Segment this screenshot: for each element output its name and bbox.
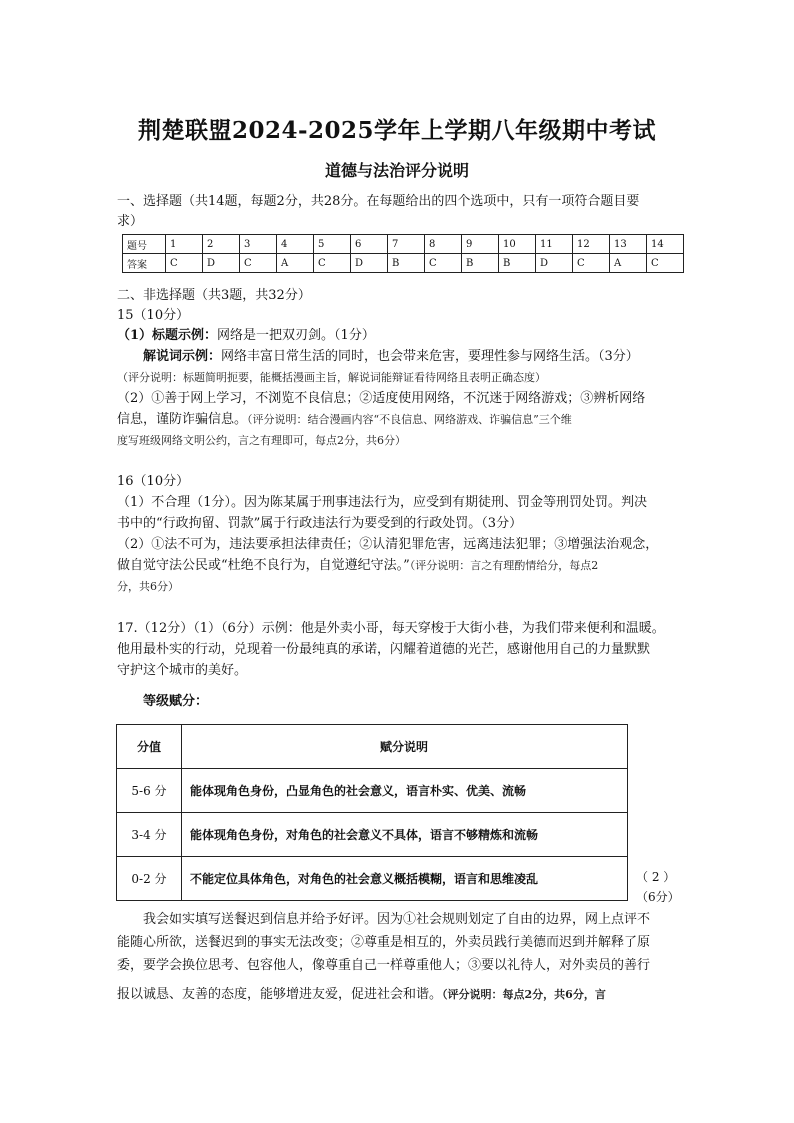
answer-cell: C <box>647 254 684 273</box>
answer-cell: C <box>240 254 277 273</box>
answer-cell: C <box>166 254 203 273</box>
answer-cell: B <box>462 254 499 273</box>
grading-table-row <box>117 857 628 901</box>
answer-cell: C <box>573 254 610 273</box>
q15-part1-text: 网络是一把双刃剑。（1分） <box>217 328 375 343</box>
grading-desc: 能体现角色身份，凸显角色的社会意义，语言朴实、优美、流畅 <box>182 769 628 813</box>
q15-part2-text: 信息，谨防诈骗信息。 <box>117 412 248 427</box>
grading-score: 0-2 分 <box>117 857 182 901</box>
q15-caption-text: 网络丰富日常生活的同时，也会带来危害，要理性参与网络生活。（3分） <box>221 349 639 364</box>
q15-heading: 15（10分） <box>117 308 190 323</box>
row-label-question: 题号 <box>123 235 166 254</box>
q17-part2-text: 报以诚恳、友善的态度，能够增进友爱，促进社会和谐。 <box>117 987 443 1002</box>
q15-part2-line3: 度写班级网络文明公约，言之有理即可，每点2分，共6分） <box>117 434 406 447</box>
answer-cell: B <box>388 254 425 273</box>
q16-part2-note: （评分说明：言之有理酌情给分，每点2 <box>409 559 599 572</box>
grading-score: 5-6 分 <box>117 769 182 813</box>
q15-part2-line1: （2）①善于网上学习，不浏览不良信息；②适度使用网络，不沉迷于网络游戏；③辨析网络 <box>117 391 646 406</box>
question-number: 11 <box>536 235 573 254</box>
grading-label: 等级赋分： <box>143 694 209 709</box>
section1-heading: 一、选择题（共14题，每题2分，共28分。在每题给出的四个选项中，只有一项符合题目要 <box>117 194 640 209</box>
question-number: 7 <box>388 235 425 254</box>
question-number: 9 <box>462 235 499 254</box>
q17-part2-line2: 能随心所欲，送餐迟到的事实无法改变；②尊重是相互的，外卖员践行美德而迟到并解释了原 <box>117 935 651 950</box>
question-number: 13 <box>610 235 647 254</box>
q15-caption-note: （评分说明：标题简明扼要，能概括漫画主旨，解说词能辩证看待网络且表明正确态度） <box>117 371 546 384</box>
answer-table <box>122 234 684 273</box>
q16-part2-line2 <box>117 556 687 576</box>
q17-part2-points: （6分） <box>636 890 680 904</box>
q16-part2-text: 做自觉守法公民或“杜绝不良行为，自觉遵纪守法。” <box>117 558 410 573</box>
q15-part1-label: （1）标题示例： <box>117 328 218 343</box>
answer-cell: C <box>314 254 351 273</box>
page-title: 荆楚联盟2024-2025学年上学期八年级期中考试 <box>137 117 657 144</box>
q17-line1: 17.（12分）（1）（6分）示例：他是外卖小哥，每天穿梭于大街小巷，为我们带来便利和温暖。 <box>117 621 665 636</box>
question-number: 8 <box>425 235 462 254</box>
section2-heading: 二、非选择题（共3题，共32分） <box>117 288 311 303</box>
q15-part2-note: （评分说明：结合漫画内容“不良信息、网络游戏、诈骗信息”三个维 <box>247 413 572 426</box>
grading-desc: 不能定位具体角色，对角色的社会意义概括模糊，语言和思维凌乱 <box>182 857 628 901</box>
question-number: 3 <box>240 235 277 254</box>
q17-part2-number: （ 2 ） <box>636 870 676 884</box>
answer-cell: D <box>536 254 573 273</box>
q15-part2-line2 <box>117 410 687 430</box>
grading-table-row <box>117 813 628 857</box>
q17-part2-note: （评分说明：每点2分，共6分，言 <box>442 988 606 1001</box>
answer-table-number-row <box>123 235 684 254</box>
grading-desc: 能体现角色身份，对角色的社会意义不具体，语言不够精炼和流畅 <box>182 813 628 857</box>
answer-cell: C <box>425 254 462 273</box>
answer-cell: A <box>277 254 314 273</box>
question-number: 12 <box>573 235 610 254</box>
answer-cell: D <box>203 254 240 273</box>
question-number: 5 <box>314 235 351 254</box>
question-number: 10 <box>499 235 536 254</box>
grading-header-score: 分值 <box>117 725 182 769</box>
q16-heading: 16（10分） <box>117 474 190 489</box>
question-number: 14 <box>647 235 684 254</box>
question-number: 6 <box>351 235 388 254</box>
q16-part1-line1: （1）不合理（1分）。因为陈某属于刑事违法行为，应受到有期徒刑、罚金等刑罚处罚。判决 <box>117 495 648 510</box>
q16-part2-line3: 分，共6分） <box>117 580 179 593</box>
grading-table <box>116 724 628 901</box>
grading-score: 3-4 分 <box>117 813 182 857</box>
section1-heading-cont: 求） <box>117 214 144 229</box>
q17-part2-line1: 我会如实填写送餐迟到信息并给予好评。因为①社会规则划定了自由的边界，网上点评不 <box>143 912 651 927</box>
answer-cell: A <box>610 254 647 273</box>
q17-line2: 他用最朴实的行动，兑现着一份最纯真的承诺，闪耀着道德的光芒，感谢他用自己的力量默默 <box>117 642 651 657</box>
q17-part2-line4 <box>117 985 687 1005</box>
grading-table-header <box>117 725 628 769</box>
row-label-answer: 答案 <box>123 254 166 273</box>
q16-part2-line1: （2）①法不可为，违法要承担法律责任；②认清犯罪危害，远离违法犯罪；③增强法治观念， <box>117 537 659 552</box>
answer-cell: D <box>351 254 388 273</box>
q17-line3: 守护这个城市的美好。 <box>117 663 248 678</box>
grading-table-row <box>117 769 628 813</box>
answer-table-answer-row <box>123 254 684 273</box>
answer-cell: B <box>499 254 536 273</box>
question-number: 1 <box>166 235 203 254</box>
question-number: 2 <box>203 235 240 254</box>
q15-caption-label: 解说词示例： <box>143 349 222 364</box>
page-subtitle: 道德与法治评分说明 <box>324 161 469 180</box>
q17-part2-line3: 委，要学会换位思考、包容他人，像尊重自己一样尊重他人；③要以礼待人，对外卖员的善行 <box>117 958 651 973</box>
q15-part1 <box>117 326 687 346</box>
question-number: 4 <box>277 235 314 254</box>
q15-caption <box>143 347 713 367</box>
q16-part1-line2: 书中的“行政拘留、罚款”属于行政违法行为要受到的行政处罚。（3分） <box>117 516 523 531</box>
grading-header-desc: 赋分说明 <box>182 725 628 769</box>
